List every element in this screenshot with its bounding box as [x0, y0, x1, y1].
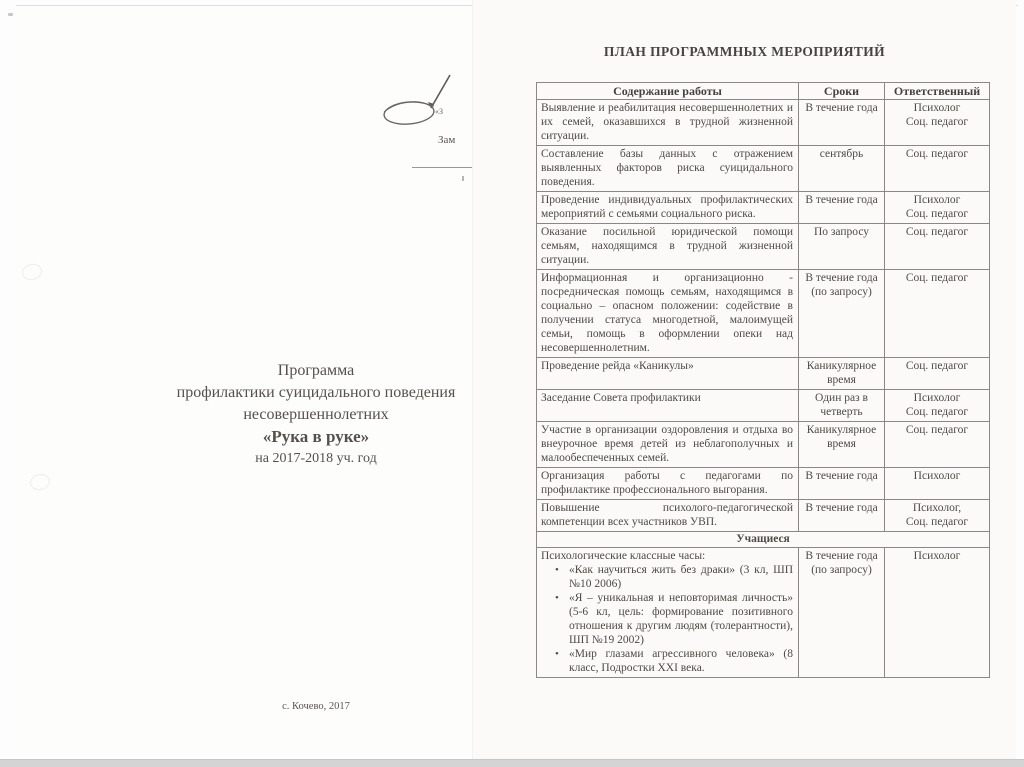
cell-content	[537, 358, 799, 390]
list-item: • «Как научиться жить без драки» (3 кл, ШП №10 2006)	[541, 563, 793, 591]
responsible-line: Соц. педагог	[905, 148, 969, 160]
list-item: • «Я – уникальная и неповторимая личность» (5-6 кл, цель: формирование позитивного отношения к другим людям (толерантности), ШП №19 2002)	[541, 591, 793, 647]
title-page	[14, 8, 472, 745]
responsible-line: Психолог	[913, 550, 961, 562]
cell-content	[537, 548, 799, 678]
cell-responsible	[885, 422, 990, 468]
cell-term: В течение года	[799, 500, 885, 532]
cell-responsible	[885, 146, 990, 192]
scan-artifact	[8, 13, 13, 16]
cell-term: В течение года	[799, 100, 885, 146]
table-row	[537, 532, 990, 548]
cell-responsible	[885, 468, 990, 500]
table-row	[537, 548, 990, 678]
cell-content	[537, 500, 799, 532]
responsible-line: Соц. педагог	[905, 424, 969, 436]
cell-content	[537, 422, 799, 468]
cell-term: По запросу	[799, 224, 885, 270]
cell-responsible	[885, 390, 990, 422]
table-row	[537, 192, 990, 224]
cell-responsible	[885, 100, 990, 146]
cell-term: В течение года	[799, 192, 885, 224]
cell-paragraph: Участие в организации оздоровления и отдыха во внеурочное время детей из неблагополучных и малообеспеченных семей.	[541, 424, 793, 464]
responsible-line: Психолог,	[912, 502, 962, 514]
page-title: ПЛАН ПРОГРАММНЫХ МЕРОПРИЯТИЙ	[603, 44, 886, 59]
cell-content	[537, 468, 799, 500]
table-header-row	[537, 83, 990, 100]
cell-content	[537, 192, 799, 224]
cell-paragraph: Информационная и организационно - посредническая помощь семьям, находящимся в социально – опасном положении: содействие в получении статуса многодетной, малоимущей семьи, помощь в оформлении опеки над несовершеннолетним.	[541, 272, 793, 354]
plan-table	[536, 82, 990, 678]
cell-content	[537, 390, 799, 422]
responsible-line: Соц. педагог	[905, 516, 969, 528]
responsible-line: Психолог	[913, 470, 961, 482]
cell-term: В течение года	[799, 468, 885, 500]
cell-term: Каникулярное время	[799, 422, 885, 468]
table-row	[537, 390, 990, 422]
cell-content	[537, 146, 799, 192]
cell-term: Один раз в четверть	[799, 390, 885, 422]
program-name: «Рука в руке»	[262, 427, 370, 446]
list-item: • «Мир глазами агрессивного человека» (8 класс, Подростки XXI века.	[541, 647, 793, 675]
cell-content	[537, 100, 799, 146]
signature-caption: «З	[435, 107, 444, 116]
title-line-3: несовершеннолетних	[243, 406, 389, 423]
cell-paragraph: Проведение индивидуальных профилактических мероприятий с семьями социального риска.	[541, 194, 793, 220]
program-years: на 2017-2018 уч. год	[255, 451, 377, 466]
punch-hole	[28, 472, 51, 493]
scan-artifact	[462, 176, 464, 181]
cell-term: сентябрь	[799, 146, 885, 192]
responsible-line: Соц. педагог	[905, 272, 969, 284]
table-row	[537, 468, 990, 500]
cell-term: В течение года (по запросу)	[799, 548, 885, 678]
table-row	[537, 270, 990, 358]
scan-bottom-edge	[0, 759, 1024, 767]
cell-content	[537, 224, 799, 270]
cell-paragraph: Проведение рейда «Каникулы»	[541, 360, 694, 372]
cell-responsible	[885, 192, 990, 224]
cell-paragraph: Организация работы с педагогами по профилактике профессионального выгорания.	[541, 470, 793, 496]
title-line-1: Программа	[277, 362, 355, 379]
place-year-footer: с. Кочево, 2017	[282, 701, 350, 712]
cell-responsible	[885, 358, 990, 390]
section-header: Учащиеся	[537, 532, 990, 548]
column-header-term: Сроки	[799, 83, 885, 100]
cell-responsible	[885, 224, 990, 270]
responsible-line: Психолог	[913, 102, 961, 114]
responsible-line: Соц. педагог	[905, 226, 969, 238]
cell-term: Каникулярное время	[799, 358, 885, 390]
table-row	[537, 358, 990, 390]
column-header-responsible: Ответственный	[885, 83, 990, 100]
plan-table-body	[537, 100, 990, 678]
responsible-line: Соц. педагог	[905, 360, 969, 372]
signature-line	[412, 167, 472, 168]
cell-term: В течение года (по запросу)	[799, 270, 885, 358]
responsible-line: Психолог	[913, 194, 961, 206]
table-row	[537, 146, 990, 192]
cell-responsible	[885, 500, 990, 532]
cell-paragraph: Выявление и реабилитация несовершеннолетних и их семей, оказавшихся в трудной жизненной ситуации.	[541, 102, 793, 142]
responsible-line: Соц. педагог	[905, 116, 969, 128]
table-row	[537, 500, 990, 532]
title-line-2: профилактики суицидального поведения	[176, 384, 456, 401]
program-title	[110, 360, 472, 470]
responsible-line: Соц. педагог	[905, 208, 969, 220]
approver-label: Зам	[438, 134, 456, 146]
table-row	[537, 224, 990, 270]
cell-paragraph: Психологические классные часы:	[541, 550, 706, 562]
column-header-content: Содержание работы	[537, 83, 799, 100]
table-row	[537, 422, 990, 468]
cell-paragraph: Составление базы данных с отражением выявленных факторов риска суицидального поведения.	[541, 148, 793, 188]
plan-page	[472, 0, 1016, 760]
punch-hole	[20, 262, 43, 283]
signature-scribble	[382, 72, 470, 134]
cell-responsible	[885, 270, 990, 358]
cell-paragraph: Заседание Совета профилактики	[541, 392, 701, 404]
responsible-line: Соц. педагог	[905, 406, 969, 418]
cell-paragraph: Оказание посильной юридической помощи семьям, находящимся в трудной жизненной ситуации.	[541, 226, 793, 266]
cell-content	[537, 270, 799, 358]
cell-paragraph: Повышение психолого-педагогической компетенции всех участников УВП.	[541, 502, 793, 528]
table-row	[537, 100, 990, 146]
responsible-line: Психолог	[913, 392, 961, 404]
cell-responsible	[885, 548, 990, 678]
